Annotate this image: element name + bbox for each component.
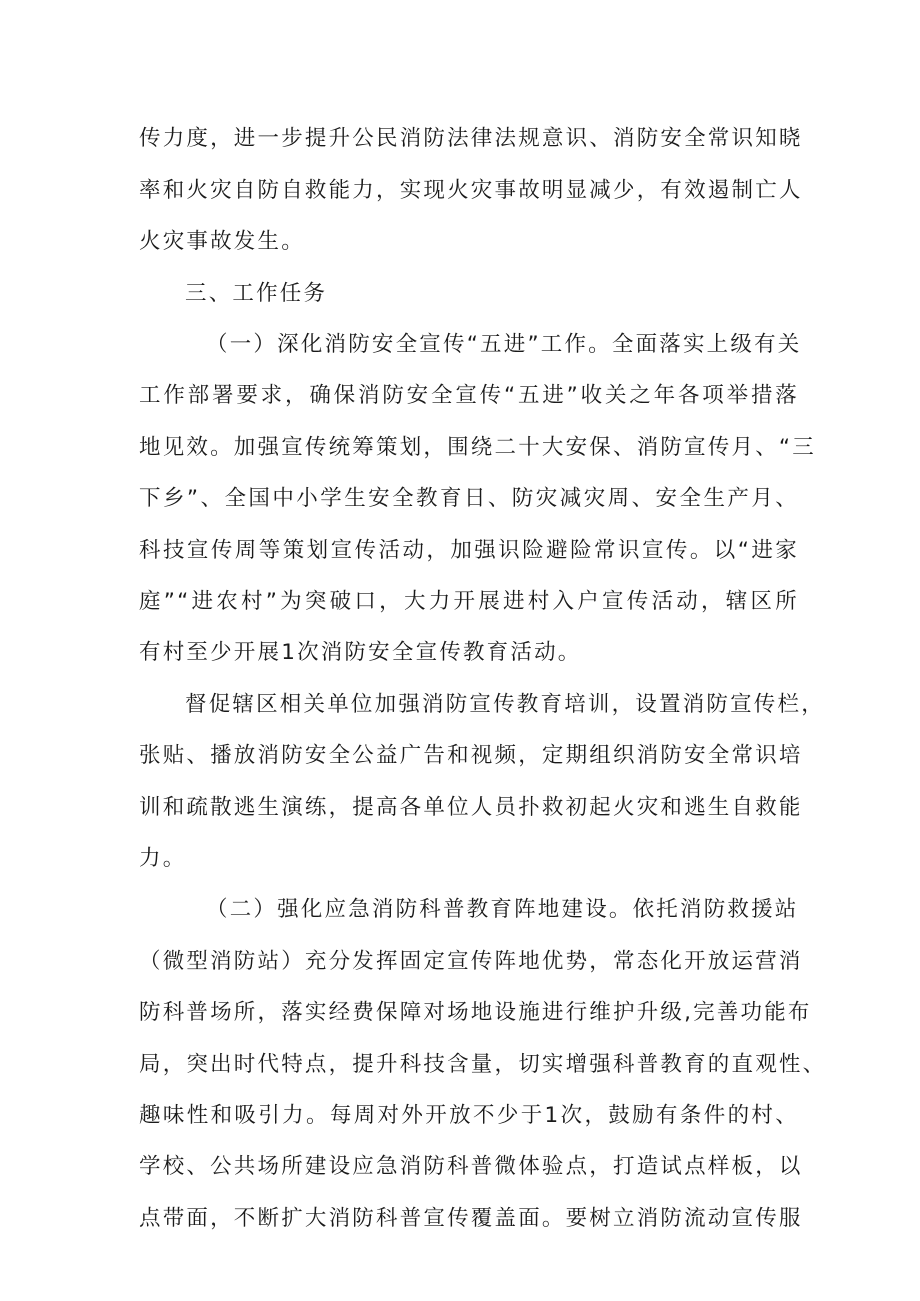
text-line: 督促辖区相关单位加强消防宣传教育培训，设置消防宣传栏， bbox=[185, 692, 825, 717]
text-line: （微型消防站）充分发挥固定宣传阵地优势，常态化开放运营消 bbox=[139, 949, 803, 974]
text-line: 学校、公共场所建设应急消防科普微体验点，打造试点样板，以 bbox=[139, 1154, 803, 1179]
text-line: 庭”“进农村”为突破口，大力开展进村入户宣传活动，辖区所 bbox=[139, 589, 799, 614]
text-line: 科技宣传周等策划宣传活动，加强识险避险常识宣传。以“进家 bbox=[139, 538, 799, 563]
subsection-heading: （一）深化消防安全宣传“五进”工作。全面落实上级有关 bbox=[206, 332, 802, 357]
text-line: 局，突出时代特点，提升科技含量，切实增强科普教育的直观性、 bbox=[139, 1052, 827, 1077]
text-line: 训和疏散逃生演练，提高各单位人员扑救初起火灾和逃生自救能 bbox=[139, 795, 803, 820]
section-heading: 三、工作任务 bbox=[185, 281, 328, 306]
text-line: 下乡”、全国中小学生安全教育日、防灾减灾周、安全生产月、 bbox=[139, 486, 799, 511]
text-line: 点带面，不断扩大消防科普宣传覆盖面。要树立消防流动宣传服 bbox=[139, 1206, 803, 1231]
text-line: 趣味性和吸引力。每周对外开放不少于1次，鼓励有条件的村、 bbox=[139, 1103, 799, 1128]
text-line: 传力度，进一步提升公民消防法律法规意识、消防安全常识知晓 bbox=[139, 126, 803, 151]
text-line: 有村至少开展1次消防安全宣传教育活动。 bbox=[139, 640, 582, 665]
text-line: 防科普场所，落实经费保障对场地设施进行维护升级,完善功能布 bbox=[139, 1000, 812, 1025]
text-line: 张贴、播放消防安全公益广告和视频，定期组织消防安全常识培 bbox=[139, 743, 803, 768]
text-line: 工作部署要求，确保消防安全宣传“五进”收关之年各项举措落 bbox=[139, 383, 799, 408]
text-line: 力。 bbox=[139, 846, 187, 871]
text-line: 地见效。加强宣传统筹策划，围绕二十大安保、消防宣传月、“三 bbox=[139, 435, 816, 460]
subsection-heading: （二）强化应急消防科普教育阵地建设。依托消防救援站 bbox=[206, 897, 799, 922]
text-line: 火灾事故发生。 bbox=[139, 229, 305, 254]
text-line: 率和火灾自防自救能力，实现火灾事故明显减少，有效遏制亡人 bbox=[139, 178, 803, 203]
